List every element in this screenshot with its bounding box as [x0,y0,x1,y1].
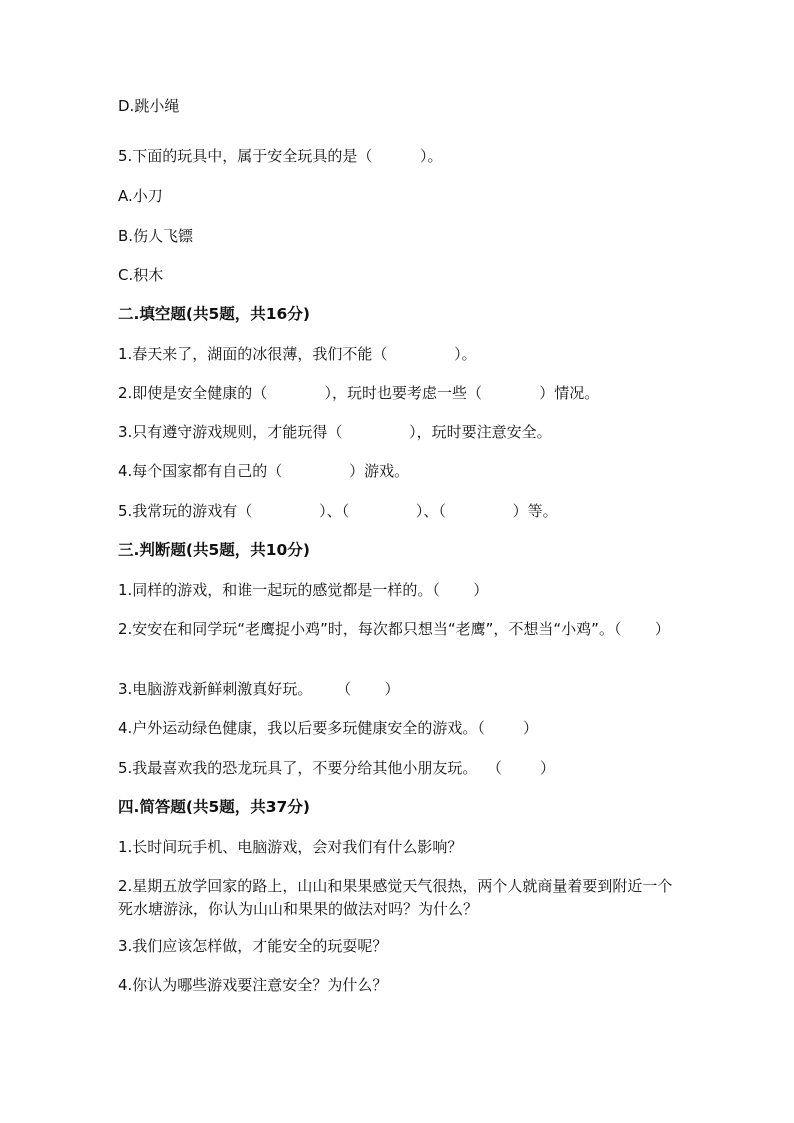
section3-heading: 三.判断题(共5题，共10分) [118,541,310,559]
section4-item-3: 3.我们应该怎样做，才能安全的玩耍呢？ [118,937,388,955]
section2-item-2: 2.即使是安全健康的（ ），玩时也要考虑一些（ ）情况。 [118,384,600,402]
q5-option-c: C.积木 [118,266,164,284]
section3-item-3: 3.电脑游戏新鲜刺激真好玩。 （ ） [118,680,400,698]
section2-item-4: 4.每个国家都有自己的（ ）游戏。 [118,462,410,480]
section2-item-1: 1.春天来了，湖面的冰很薄，我们不能（ ）。 [118,345,477,363]
q4-option-d: D.跳小绳 [118,97,180,115]
section3-item-5: 5.我最喜欢我的恐龙玩具了，不要分给其他小朋友玩。 （ ） [118,759,555,777]
section2-item-3: 3.只有遵守游戏规则，才能玩得（ ），玩时要注意安全。 [118,423,552,441]
q5-stem: 5.下面的玩具中，属于安全玩具的是（ ）。 [118,147,443,165]
section2-item-5: 5.我常玩的游戏有（ ）、（ ）、（ ）等。 [118,502,558,520]
section3-item-4: 4.户外运动绿色健康，我以后要多玩健康安全的游戏。（ ） [118,719,538,737]
q5-option-a: A.小刀 [118,187,163,205]
section2-heading: 二.填空题(共5题，共16分) [118,305,310,323]
section4-item-4: 4.你认为哪些游戏要注意安全？为什么？ [118,976,388,994]
section4-item-1: 1.长时间玩手机、电脑游戏，会对我们有什么影响？ [118,838,463,856]
section3-item-1: 1.同样的游戏，和谁一起玩的感觉都是一样的。（ ） [118,581,489,599]
section4-item-2: 2.星期五放学回家的路上，山山和果果感觉天气很热，两个人就商量着要到附近一个死水塘游泳，你认为山山和果果的做法对吗？为什么？ [118,877,673,918]
section4-heading: 四.简答题(共5题，共37分) [118,798,310,816]
section3-item-2: 2.安安在和同学玩“老鹰捉小鸡”时，每次都只想当“老鹰”，不想当“小鸡”。（ ） [118,620,670,638]
q5-option-b: B.伤人飞镖 [118,227,194,245]
